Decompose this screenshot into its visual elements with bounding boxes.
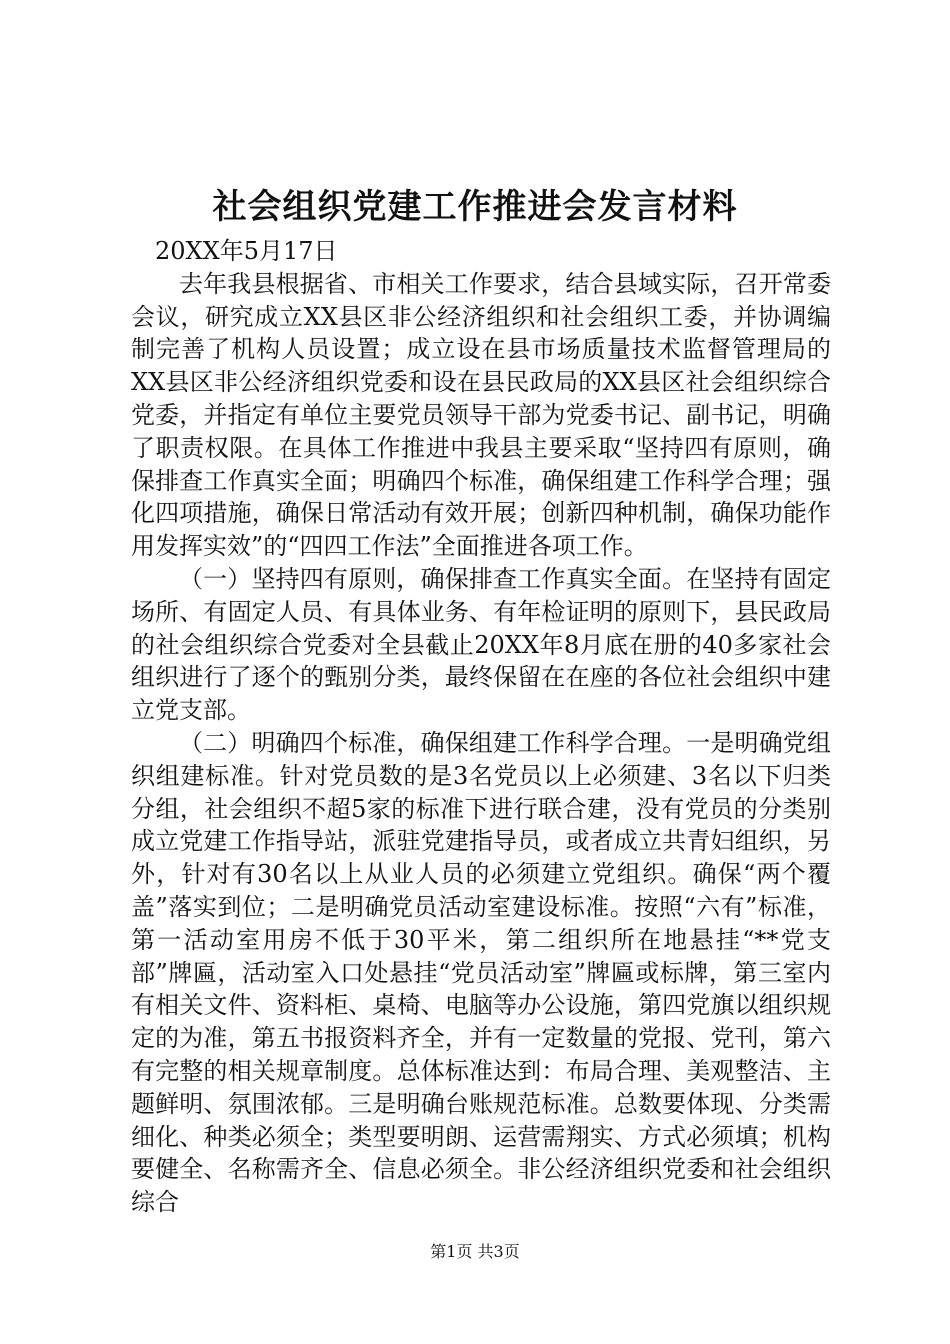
paragraph-section-2: （二）明确四个标准，确保组建工作科学合理。一是明确党组织组建标准。针对党员数的是3名党员以上必须建、3名以下归类分组，社会组织不超5家的标准下进行联合建，没有党员的分类别成立党建工作指导站，派驻党建指导员，或者成立共青妇组织，另外，针对有30名以上从业人员的必须建立党组织。确保“两个覆盖”落实到位；二是明确党员活动室建设标准。按照“六有”标准，第一活动室用房不低于30平米，第二组织所在地悬挂“**党支部”牌匾，活动室入口处悬挂“党员活动室”牌匾或标牌，第三室内有相关文件、资料柜、桌椅、电脑等办公设施，第四党旗以组织规定的为准，第五书报资料齐全，并有一定数量的党报、党刊，第六有完整的相关规章制度。总体标准达到：布局合理、美观整洁、主题鲜明、氛围浓郁。三是明确台账规范标准。总数要体现、分类需细化、种类必须全；类型要明朗、运营需翔实、方式必须填；机构要健全、名称需齐全、信息必须全。非公经济组织党委和社会组织综合 bbox=[131, 728, 831, 1217]
paragraph-intro: 去年我县根据省、市相关工作要求，结合县域实际，召开常委会议，研究成立XX县区非公经济组织和社会组织工委，并协调编制完善了机构人员设置；成立设在县市场质量技术监督管理局的XX县区非公经济组织党委和设在县民政局的XX县区社会组织综合党委，并指定有单位主要党员领导干部为党委书记、副书记，明确了职责权限。在具体工作推进中我县主要采取“坚持四有原则，确保排查工作真实全面；明确四个标准，确保组建工作科学合理；强化四项措施，确保日常活动有效开展；创新四种机制，确保功能作用发挥实效”的“四四工作法”全面推进各项工作。 bbox=[131, 269, 831, 561]
document-date: 20XX年5月17日 bbox=[155, 237, 338, 265]
paragraph-section-1: （一）坚持四有原则，确保排查工作真实全面。在坚持有固定场所、有固定人员、有具体业务、有年检证明的原则下，县民政局的社会组织综合党委对全县截止20XX年8月底在册的40多家社会组织进行了逐个的甄别分类，最终保留在在座的各位社会组织中建立党支部。 bbox=[131, 564, 831, 725]
document-body bbox=[131, 235, 831, 1219]
page-number-footer: 第1页 共3页 bbox=[430, 1242, 520, 1261]
page-title: 社会组织党建工作推进会发言材料 bbox=[212, 187, 738, 227]
